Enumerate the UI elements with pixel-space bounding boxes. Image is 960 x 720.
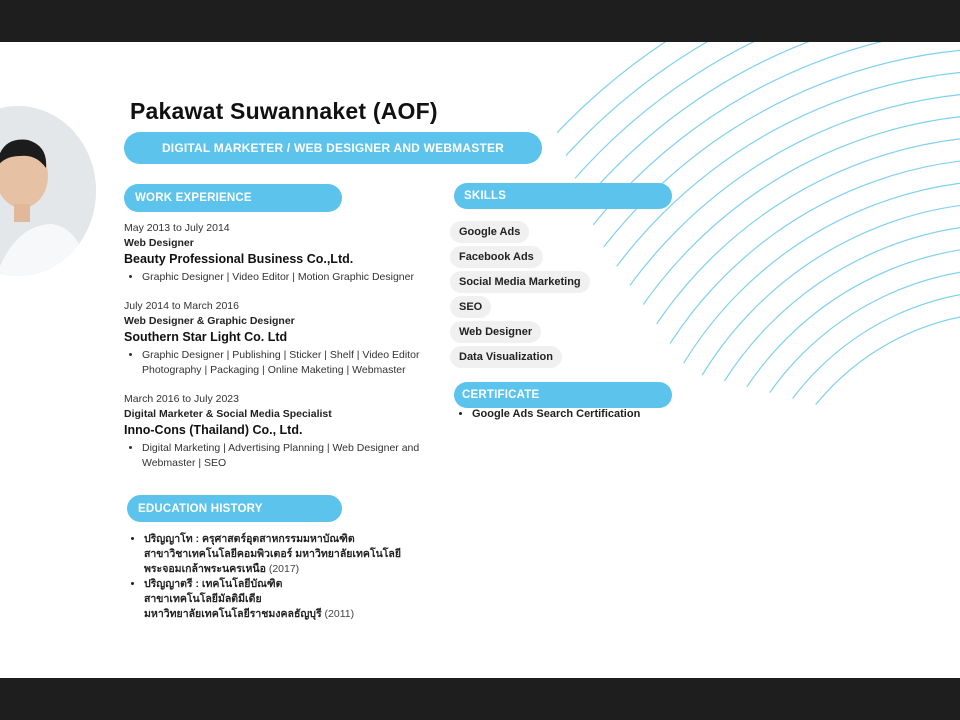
decorative-arc: [694, 246, 960, 678]
certificate-item: • Google Ads Search Certification: [472, 408, 640, 420]
decorative-arc: [716, 268, 960, 678]
education-heading: EDUCATION HISTORY: [127, 495, 342, 522]
decorative-arc: [496, 48, 960, 678]
candidate-name: Pakawat Suwannaket (AOF): [130, 98, 438, 124]
job-duties: • Digital Marketing | Advertising Planning | Web Designer and Webmaster | SEO: [142, 441, 442, 471]
role-banner: DIGITAL MARKETER / WEB DESIGNER AND WEBMASTER: [124, 132, 542, 164]
decorative-arc: [606, 158, 960, 678]
job-dates: May 2013 to July 2014: [124, 222, 230, 234]
education-degree: ปริญญาตรี : เทคโนโลยีบัณฑิต: [144, 578, 283, 590]
job-entry-2: [124, 300, 444, 378]
work-experience-heading: WORK EXPERIENCE: [124, 184, 342, 212]
job-dates: July 2014 to March 2016: [124, 300, 239, 312]
decorative-arc: [518, 70, 960, 678]
job-title: Digital Marketer & Social Media Specialist: [124, 408, 332, 420]
education-field: สาขาเทคโนโลยีมัลติมีเดีย: [144, 593, 262, 605]
job-company: Inno-Cons (Thailand) Co., Ltd.: [124, 423, 303, 437]
education-item: [144, 532, 444, 577]
skills-heading: SKILLS: [454, 183, 672, 209]
skill-tag: Facebook Ads: [450, 246, 543, 268]
certificate-heading: CERTIFICATE: [454, 382, 672, 408]
education-year: (2011): [324, 608, 355, 620]
certificate-list: [456, 408, 640, 420]
education-field: สาขาวิชาเทคโนโลยีคอมพิวเตอร์ มหาวิทยาลัยเทคโนโลยี: [144, 548, 401, 560]
resume-page: [0, 42, 960, 678]
education-year: (2017): [268, 563, 300, 575]
job-duties: • Graphic Designer | Publishing | Sticker | Shelf | Video Editor Photography | Packaging | Online Maketing | Webmaster: [142, 348, 432, 378]
skill-tag: Data Visualization: [450, 346, 562, 368]
job-company: Southern Star Light Co. Ltd: [124, 330, 288, 344]
decorative-arc: [738, 290, 960, 678]
education-item: [144, 577, 444, 622]
education-school: พระจอมเกล้าพระนครเหนือ: [144, 563, 266, 575]
education-list: [130, 532, 444, 622]
job-entry-1: [124, 222, 444, 285]
job-entry-3: [124, 393, 444, 471]
skill-tag: Social Media Marketing: [450, 271, 590, 293]
education-school: มหาวิทยาลัยเทคโนโลยีราชมงคลธัญบุรี: [144, 608, 322, 620]
job-dates: March 2016 to July 2023: [124, 393, 239, 405]
skill-tag: Google Ads: [450, 221, 529, 243]
decorative-arc: [628, 180, 960, 678]
job-title: Web Designer: [124, 237, 194, 249]
job-company: Beauty Professional Business Co.,Ltd.: [124, 252, 354, 266]
job-duties: • Graphic Designer | Video Editor | Motion Graphic Designer: [142, 270, 444, 285]
job-title: Web Designer & Graphic Designer: [124, 315, 295, 327]
decorative-arc: [672, 224, 960, 678]
skill-tag: Web Designer: [450, 321, 541, 343]
education-degree: ปริญญาโท : ครุศาสตร์อุตสาหกรรมมหาบัณฑิต: [144, 533, 355, 545]
skill-tag: SEO: [450, 296, 491, 318]
